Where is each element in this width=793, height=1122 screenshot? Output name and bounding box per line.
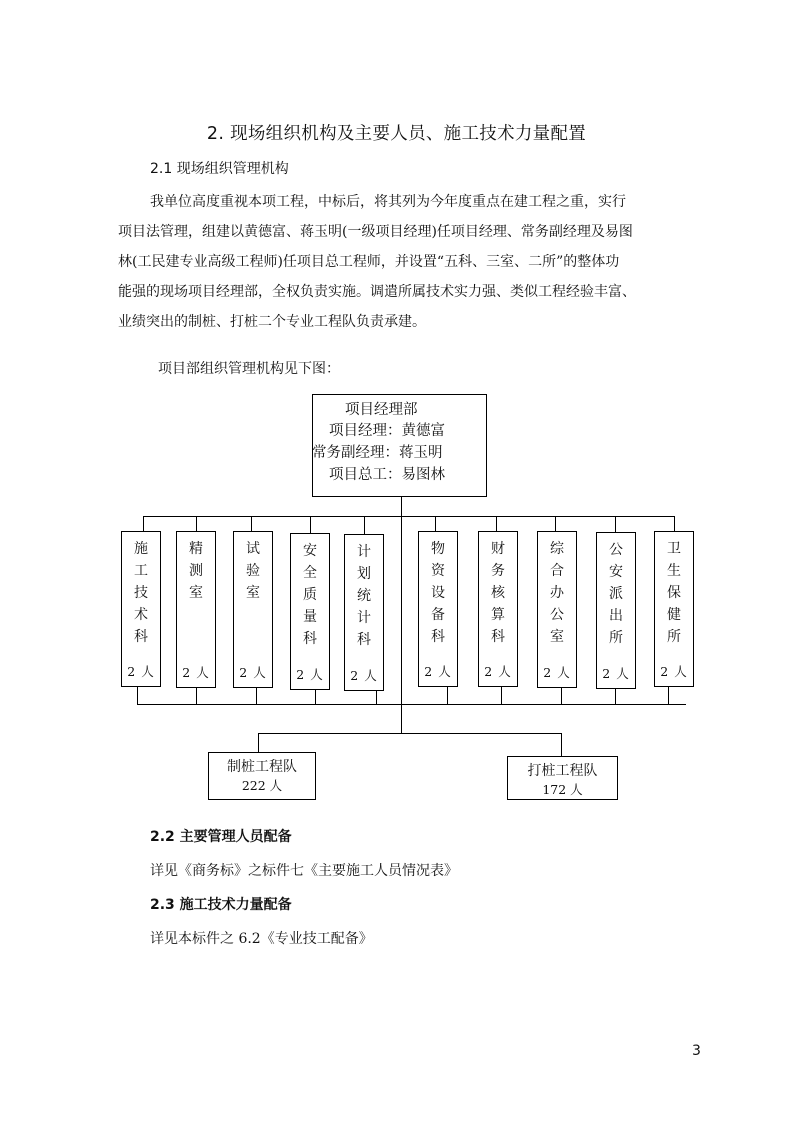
team-name: 打桩工程队 bbox=[527, 763, 598, 779]
top-box-title: 项目经理部 bbox=[345, 402, 418, 418]
team-name: 制桩工程队 bbox=[227, 759, 297, 775]
connector-line bbox=[668, 686, 669, 704]
section-2-1-paragraph bbox=[118, 187, 678, 337]
department-count: 2 人 bbox=[127, 664, 155, 679]
connector-line bbox=[555, 516, 556, 531]
department-box: 综 合 办 公 室 2 人 bbox=[537, 531, 577, 688]
team-count: 172 人 bbox=[542, 782, 583, 797]
department-box: 试 验 室 2 人 bbox=[233, 531, 273, 688]
top-box-line: 项目经理：黄德富 bbox=[329, 423, 445, 439]
paragraph-line: 能强的现场项目经理部，全权负责实施。调遣所属技术实力强、类似工程经验丰富、 bbox=[118, 284, 636, 300]
department-box: 卫 生 保 健 所 2 人 bbox=[654, 531, 694, 687]
top-box-line: 常务副经理：蒋玉明 bbox=[312, 445, 443, 461]
department-box: 公 安 派 出 所 2 人 bbox=[596, 532, 636, 689]
connector-line bbox=[501, 686, 502, 704]
connector-line bbox=[496, 516, 497, 531]
paragraph-line bbox=[118, 187, 678, 217]
department-count: 2 人 bbox=[182, 665, 210, 680]
connector-line bbox=[251, 516, 252, 531]
paragraph-line: 林(工民建专业高级工程师)任项目总工程师，并设置“五科、三室、二所”的整体功 bbox=[118, 254, 620, 270]
chart-intro: 项目部组织管理机构见下图： bbox=[158, 361, 340, 377]
paragraph-line: 业绩突出的制桩、打桩二个专业工程队负责承建。 bbox=[118, 314, 426, 330]
team-box-pile-driving bbox=[507, 756, 618, 800]
connector-line bbox=[196, 687, 197, 704]
department-box: 物 资 设 备 科 2 人 bbox=[418, 531, 458, 687]
department-count: 2 人 bbox=[239, 665, 267, 680]
section-2-3-heading: 2.3 施工技术力量配备 bbox=[150, 897, 292, 913]
connector-line bbox=[615, 516, 616, 532]
connector-line bbox=[615, 688, 616, 704]
connector-line bbox=[196, 516, 197, 531]
department-count: 2 人 bbox=[602, 666, 630, 681]
paragraph-line-text: 我单位高度重视本项工程，中标后，将其列为今年度重点在建工程之重，实行 bbox=[150, 194, 626, 210]
project-management-box bbox=[312, 394, 487, 497]
connector-line bbox=[137, 704, 686, 705]
department-box: 安 全 质 量 科 2 人 bbox=[290, 533, 330, 690]
connector-line bbox=[364, 516, 365, 534]
document-title: 2. 现场组织机构及主要人员、施工技术力量配置 bbox=[206, 124, 587, 144]
section-2-2-heading: 2.2 主要管理人员配备 bbox=[150, 829, 292, 845]
connector-line bbox=[258, 733, 259, 752]
connector-line bbox=[315, 689, 316, 704]
department-count: 2 人 bbox=[484, 664, 512, 679]
department-box: 施 工 技 术 科 2 人 bbox=[121, 531, 161, 687]
connector-line bbox=[561, 733, 562, 756]
department-count: 2 人 bbox=[660, 664, 688, 679]
section-2-1-heading: 2.1 现场组织管理机构 bbox=[150, 161, 289, 177]
top-box-line: 项目总工：易图林 bbox=[329, 467, 445, 483]
connector-line bbox=[376, 690, 377, 704]
connector-line bbox=[401, 496, 402, 734]
department-count: 2 人 bbox=[296, 667, 324, 682]
team-count: 222 人 bbox=[241, 778, 283, 793]
department-count: 2 人 bbox=[543, 665, 571, 680]
connector-line bbox=[256, 687, 257, 704]
connector-line bbox=[674, 516, 675, 531]
connector-line bbox=[561, 687, 562, 704]
department-box: 精 测 室 2 人 bbox=[176, 531, 216, 688]
department-count: 2 人 bbox=[350, 668, 378, 683]
section-2-3-text: 详见本标件之 6.2《专业技工配备》 bbox=[150, 931, 373, 947]
department-box: 计 划 统 计 科 2 人 bbox=[344, 534, 384, 691]
team-box-pile-making bbox=[208, 752, 316, 800]
connector-line bbox=[143, 516, 144, 531]
department-box: 财 务 核 算 科 2 人 bbox=[478, 531, 518, 687]
connector-line bbox=[143, 516, 675, 517]
paragraph-line: 项目法管理，组建以黄德富、蒋玉明(一级项目经理)任项目经理、常务副经理及易图 bbox=[118, 224, 633, 240]
connector-line bbox=[435, 516, 436, 531]
connector-line bbox=[447, 686, 448, 704]
department-count: 2 人 bbox=[424, 664, 452, 679]
connector-line bbox=[137, 686, 138, 704]
section-2-2-text: 详见《商务标》之标件七《主要施工人员情况表》 bbox=[150, 863, 458, 879]
connector-line bbox=[258, 733, 562, 734]
page-number: 3 bbox=[692, 1043, 701, 1059]
connector-line bbox=[310, 516, 311, 533]
